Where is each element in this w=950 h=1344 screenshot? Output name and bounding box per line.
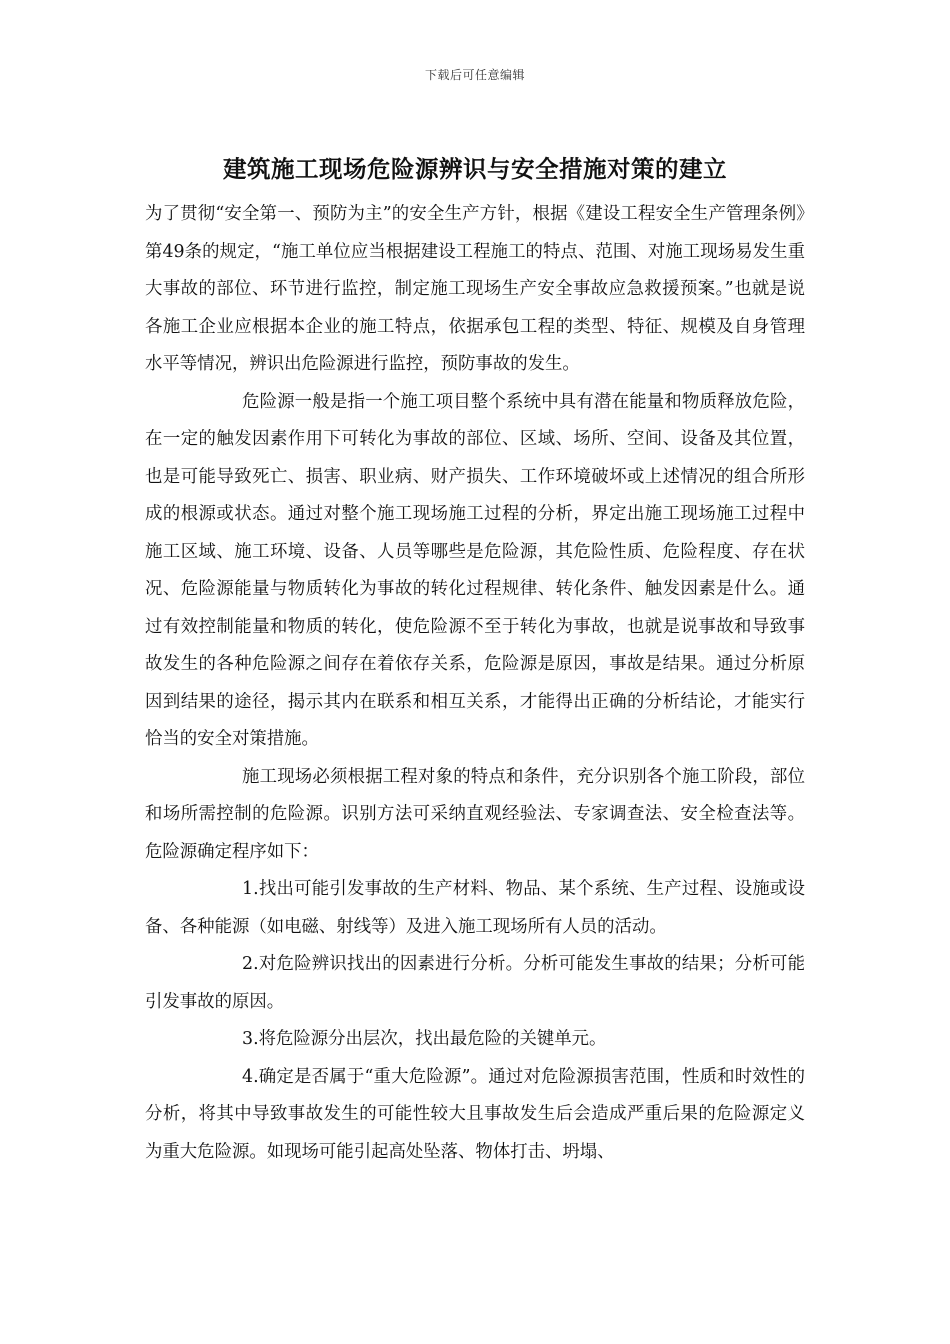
header-note: 下载后可任意编辑 (424, 68, 525, 82)
document-title: 建筑施工现场危险源辨识与安全措施对策的建立 (223, 155, 727, 183)
paragraph-identification: 施工现场必须根据工程对象的特点和条件，充分识别各个施工阶段，部位和场所需控制的危险源。识别方法可采纳直观经验法、专家调查法、安全检查法等。危险源确定程序如下： (145, 766, 805, 862)
list-item-step-1: 1.找出可能引发事故的生产材料、物品、某个系统、生产过程、设施或设备、各种能源（如电磁、射线等）及进入施工现场所有人员的活动。 (145, 879, 805, 937)
list-item-step-4: 4.确定是否属于“重大危险源”。通过对危险源损害范围，性质和时效性的分析，将其中导致事故发生的可能性较大且事故发生后会造成严重后果的危险源定义为重大危险源。如现场可能引起高处坠落、物体打击、坍塌、 (145, 1066, 805, 1162)
paragraph-hazard-definition: 危险源一般是指一个施工项目整个系统中具有潜在能量和物质释放危险，在一定的触发因素作用下可转化为事故的部位、区域、场所、空间、设备及其位置，也是可能导致死亡、损害、职业病、财产损失、工作环境破坏或上述情况的组合所形成的根源或状态。通过对整个施工现场施工过程的分析，界定出施工现场施工过程中施工区域、施工环境、设备、人员等哪些是危险源，其危险性质、危险程度、存在状况、危险源能量与物质转化为事故的转化过程规律、转化条件、触发因素是什么。通过有效控制能量和物质的转化，使危险源不至于转化为事故，也就是说事故和导致事故发生的各种危险源之间存在着依存关系，危险源是原因，事故是结果。通过分析原因到结果的途径，揭示其内在联系和相互关系，才能得出正确的分析结论，才能实行恰当的安全对策措施。 (145, 391, 805, 749)
list-item-step-2: 2.对危险辨识找出的因素进行分析。分析可能发生事故的结果；分析可能引发事故的原因。 (145, 954, 805, 1012)
paragraph-intro: 为了贯彻“安全第一、预防为主”的安全生产方针，根据《建设工程安全生产管理条例》第49条的规定，“施工单位应当根据建设工程施工的特点、范围、对施工现场易发生重大事故的部位、环节进行监控，制定施工现场生产安全事故应急救援预案。”也就是说各施工企业应根据本企业的施工特点，依据承包工程的类型、特征、规模及自身管理水平等情况，辨识出危险源进行监控，预防事故的发生。 (145, 204, 805, 374)
list-item-step-3: 3.将危险源分出层次，找出最危险的关键单元。 (242, 1029, 607, 1049)
document-body (145, 196, 805, 1171)
